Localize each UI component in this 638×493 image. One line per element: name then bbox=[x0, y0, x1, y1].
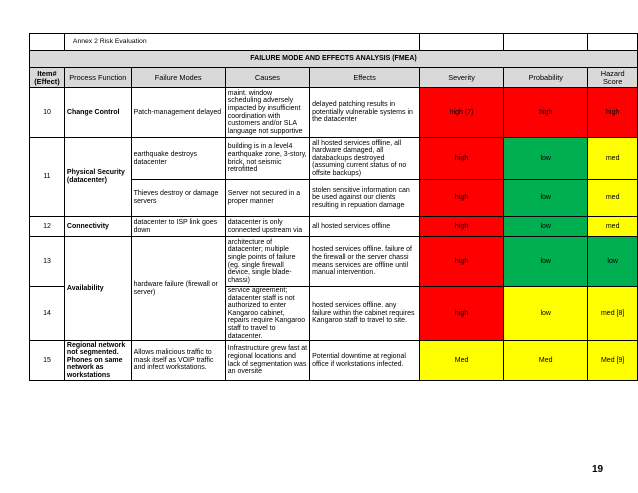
process-cell: Availability bbox=[64, 237, 131, 341]
effect-cell: Potential downtime at regional office if workstations infected. bbox=[310, 341, 420, 381]
probability-cell: low bbox=[504, 138, 588, 180]
process-cell: Connectivity bbox=[64, 217, 131, 237]
fmea-title-row bbox=[30, 51, 638, 68]
probability-cell: low bbox=[504, 237, 588, 287]
item-cell: 11 bbox=[30, 138, 65, 217]
item-cell: 13 bbox=[30, 237, 65, 287]
hazard-cell: Med [9] bbox=[588, 341, 638, 381]
effect-cell: delayed patching results in potentially vulnerable systems in the datacenter bbox=[310, 88, 420, 138]
probability-cell: low bbox=[504, 287, 588, 341]
cause-cell: building is in a level4 earthquake zone, 3-story, brick, not seismic retrofitted bbox=[225, 138, 309, 180]
severity-cell: high bbox=[420, 217, 504, 237]
header-process: Process Function bbox=[64, 68, 131, 88]
cause-cell: datacenter is only connected upstream via bbox=[225, 217, 309, 237]
cause-cell: Server not secured in a proper manner bbox=[225, 180, 309, 217]
hazard-cell: med [8] bbox=[588, 287, 638, 341]
annex-row bbox=[30, 34, 638, 51]
hazard-cell: high bbox=[588, 88, 638, 138]
process-cell: Physical Security (datacenter) bbox=[64, 138, 131, 217]
item-cell: 15 bbox=[30, 341, 65, 381]
table-row bbox=[30, 237, 638, 287]
effect-cell: all hosted services offline bbox=[310, 217, 420, 237]
fmea-table bbox=[29, 33, 638, 381]
mode-cell: Thieves destroy or damage servers bbox=[131, 180, 225, 217]
severity-cell: high (7) bbox=[420, 88, 504, 138]
cause-cell: maint. window scheduling adversely impacted by insufficient coordination with customers and/or SLA language not supportive bbox=[225, 88, 309, 138]
cause-cell: Infrastructure grew fast at regional locations and lack of segmentation was an oversite bbox=[225, 341, 309, 381]
header-item: Item# (Effect) bbox=[30, 68, 65, 88]
table-row bbox=[30, 88, 638, 138]
page-number: 19 bbox=[592, 464, 604, 475]
hazard-cell: med bbox=[588, 138, 638, 180]
severity-cell: high bbox=[420, 180, 504, 217]
item-cell: 12 bbox=[30, 217, 65, 237]
header-modes: Failure Modes bbox=[131, 68, 225, 88]
mode-cell: Allows malicious traffic to mask itself as VOIP traffic and infect workstations. bbox=[131, 341, 225, 381]
effect-cell: hosted services offline. failure of the firewall or the server chassi means services are offline until manual intervention. bbox=[310, 237, 420, 287]
item-cell: 14 bbox=[30, 287, 65, 341]
severity-cell: high bbox=[420, 138, 504, 180]
effect-cell: stolen sensitive information can be used against our clients resulting in repuation damage bbox=[310, 180, 420, 217]
cause-cell: architecture of datacenter; multiple single points of failure (eg. single firewall device, single blade-chassi) bbox=[225, 237, 309, 287]
effect-cell: hosted services offline. any failure within the cabinet requires Kangaroo staff to travel to site. bbox=[310, 287, 420, 341]
severity-cell: high bbox=[420, 237, 504, 287]
table-row bbox=[30, 138, 638, 180]
hazard-cell: med bbox=[588, 217, 638, 237]
hazard-cell: med bbox=[588, 180, 638, 217]
mode-cell: datacenter to ISP link goes down bbox=[131, 217, 225, 237]
fmea-title: FAILURE MODE AND EFFECTS ANALYSIS (FMEA) bbox=[30, 51, 638, 68]
severity-cell: high bbox=[420, 287, 504, 341]
header-row bbox=[30, 68, 638, 88]
probability-cell: low bbox=[504, 217, 588, 237]
header-effects: Effects bbox=[310, 68, 420, 88]
header-severity: Severity bbox=[420, 68, 504, 88]
probability-cell: Med bbox=[504, 341, 588, 381]
mode-cell: Patch-management delayed bbox=[131, 88, 225, 138]
mode-cell: earthquake destroys datacenter bbox=[131, 138, 225, 180]
severity-cell: Med bbox=[420, 341, 504, 381]
mode-cell: hardware failure (firewall or server) bbox=[131, 237, 225, 341]
annex-title: Annex 2 Risk Evaluation bbox=[64, 34, 419, 51]
process-cell: Regional network not segmented. Phones on same network as workstations bbox=[64, 341, 131, 381]
hazard-cell: low bbox=[588, 237, 638, 287]
probability-cell: low bbox=[504, 180, 588, 217]
effect-cell: all hosted services offline, all hardware damaged, all databackups destroyed (assuming current status of no offsite backups) bbox=[310, 138, 420, 180]
cause-cell: service agreement; datacenter staff is not authorized to enter Kangaroo cabinet, repairs require Kangaroo staff to travel to datacenter. bbox=[225, 287, 309, 341]
header-hazard: Hazard Score bbox=[588, 68, 638, 88]
process-cell: Change Control bbox=[64, 88, 131, 138]
table-row bbox=[30, 341, 638, 381]
header-causes: Causes bbox=[225, 68, 309, 88]
probability-cell: high bbox=[504, 88, 588, 138]
item-cell: 10 bbox=[30, 88, 65, 138]
table-row bbox=[30, 217, 638, 237]
header-probability: Probability bbox=[504, 68, 588, 88]
